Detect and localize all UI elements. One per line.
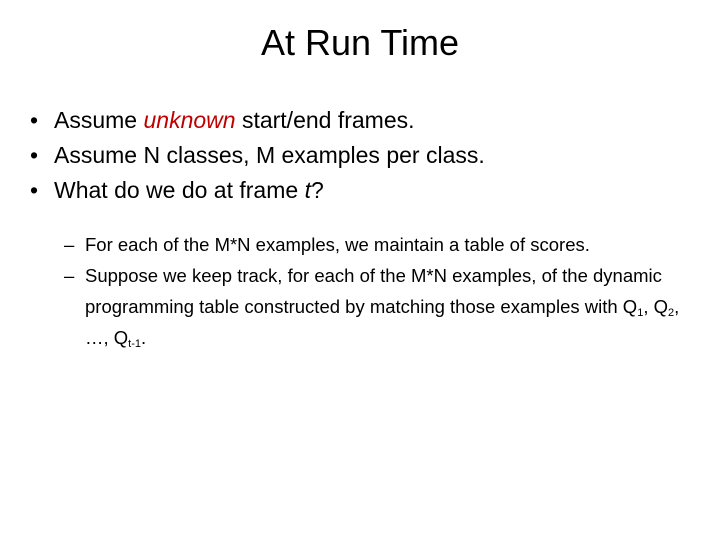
bullet-text: Assume N classes, M examples per class.: [54, 142, 485, 168]
bullet-mark: •: [30, 142, 39, 168]
bullet-text-before: What do we do at frame: [54, 177, 305, 203]
sub-bullet-mark: –: [64, 234, 75, 255]
bullet-mark: •: [30, 107, 39, 133]
subscript: t-1: [128, 338, 142, 350]
bullet-list: [30, 103, 700, 208]
bullet-text-before: Assume: [54, 107, 144, 133]
bullet-item: [30, 103, 700, 138]
subscript: 1: [637, 307, 644, 319]
sub-bullet-list: [64, 229, 700, 353]
bullet-highlight: unknown: [143, 107, 236, 133]
sub-bullet-text: [85, 260, 700, 353]
sub-bullet-text-before: Suppose we keep track, for each of the M*N examples, of the dynamic programming table constructed by matching those examples with Q: [85, 265, 662, 317]
bullet-text-after: start/end frames.: [235, 107, 415, 133]
bullet-item: [30, 173, 700, 208]
sub-bullet-text-mid: , Q: [643, 296, 668, 317]
subscript: 2: [667, 307, 675, 319]
sub-bullet-text-mid: , …, Q: [85, 296, 680, 348]
slide-title: At Run Time: [260, 22, 460, 63]
bullet-item: [30, 138, 700, 173]
sub-bullet-mark: –: [64, 265, 75, 286]
sub-bullet-text-after: .: [141, 327, 147, 348]
sub-bullet-text: For each of the M*N examples, we maintain a table of scores.: [85, 234, 590, 255]
bullet-text-after: ?: [310, 177, 324, 203]
bullet-emphasis: t: [304, 177, 311, 203]
sub-bullet-item: [64, 260, 700, 353]
sub-bullet-item: [64, 229, 700, 260]
bullet-mark: •: [30, 177, 39, 203]
